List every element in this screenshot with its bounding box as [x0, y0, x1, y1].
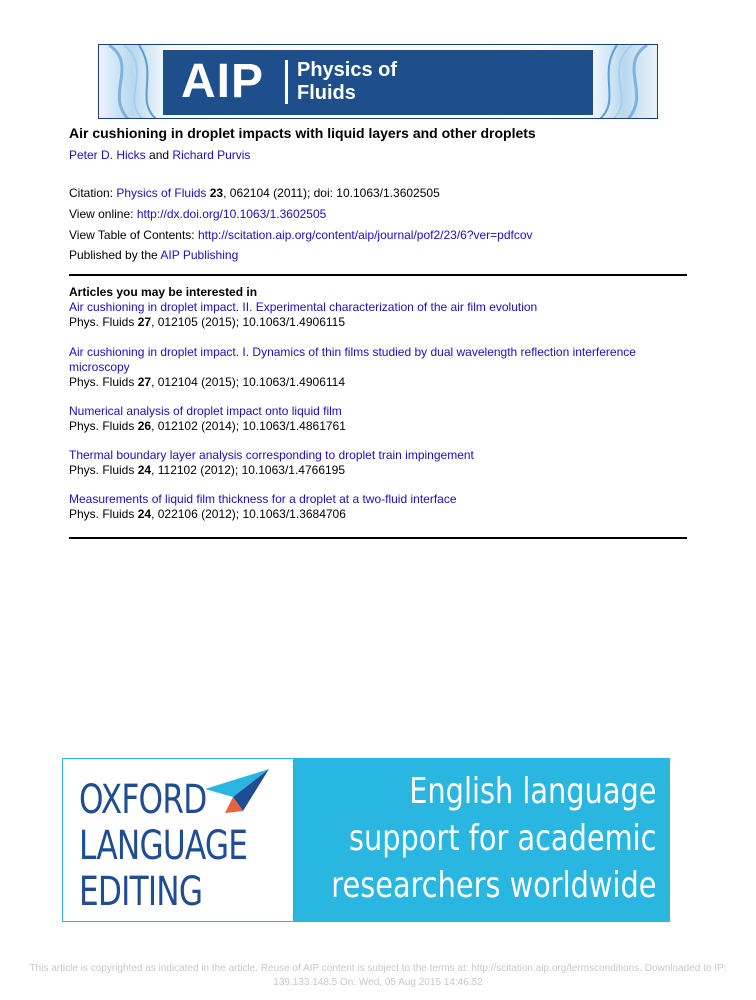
view-online-line: [69, 207, 326, 221]
journal-name-line2: Fluids: [297, 82, 356, 104]
view-online-link[interactable]: http://dx.doi.org/10.1063/1.3602505: [136, 207, 327, 221]
author-link[interactable]: Richard Purvis: [172, 148, 251, 162]
related-article-volume: 26: [137, 419, 152, 433]
ad-slogan-line3: researchers worldwide: [330, 865, 656, 906]
ad-brand-line2: LANGUAGE: [79, 823, 248, 869]
related-article-journal: Phys. Fluids: [69, 315, 135, 329]
copyright-footer: [20, 962, 736, 990]
author-list: [69, 148, 250, 162]
author-link[interactable]: Peter D. Hicks: [69, 148, 146, 162]
journal-link[interactable]: Physics of Fluids: [116, 186, 207, 200]
related-article-volume: 27: [137, 315, 152, 329]
ad-brand-line3: EDITING: [79, 869, 203, 915]
related-article-ref: , 012102 (2014); 10.1063/1.4861761: [151, 419, 346, 433]
toc-label: View Table of Contents:: [69, 228, 195, 242]
related-article-ref: , 012104 (2015); 10.1063/1.4906114: [151, 375, 346, 389]
citation-details: , 062104 (2011); doi: 10.1063/1.3602505: [223, 186, 440, 200]
related-article-volume: 24: [137, 463, 152, 477]
citation-label: Citation:: [69, 186, 114, 200]
footer-line2: 139.133.148.5 On: Wed, 05 Aug 2015 14:46:52: [273, 977, 483, 988]
published-by-line: [69, 248, 238, 262]
footer-line1: This article is copyrighted as indicated in the article. Reuse of AIP content is subject to the terms at: http://scitation.aip.org/termsconditions. Downloaded to IP:: [29, 963, 727, 974]
citation-line: [69, 186, 440, 200]
related-article: [69, 404, 669, 434]
related-article-ref: , 012105 (2015); 10.1063/1.4906115: [151, 315, 346, 329]
related-article-volume: 27: [137, 375, 152, 389]
related-article-link[interactable]: Air cushioning in droplet impact. I. Dynamics of thin films studied by dual wavelength reflection interference microscopy: [69, 345, 636, 374]
related-article-journal: Phys. Fluids: [69, 375, 135, 389]
ad-slogan-line2: support for academic: [348, 818, 656, 859]
related-articles-heading: Articles you may be interested in: [69, 285, 258, 299]
section-divider: [69, 537, 687, 539]
related-article-link[interactable]: Thermal boundary layer analysis corresponding to droplet train impingement: [69, 448, 474, 462]
aip-logo: AIP: [181, 55, 265, 108]
related-article: [69, 448, 669, 478]
toc-line: [69, 228, 533, 242]
ad-brand-panel: [62, 758, 294, 922]
related-article-ref: , 022106 (2012); 10.1063/1.3684706: [151, 507, 346, 521]
paper-plane-icon: [203, 767, 271, 817]
logo-divider: [285, 60, 288, 104]
publisher-link[interactable]: AIP Publishing: [160, 248, 239, 262]
ad-brand-line1: OXFORD: [79, 777, 207, 823]
toc-link[interactable]: http://scitation.aip.org/content/aip/journal/pof2/23/6?ver=pdfcov: [197, 228, 533, 242]
related-article: [69, 345, 669, 390]
related-article: [69, 300, 669, 330]
journal-banner[interactable]: [98, 44, 658, 119]
ad-slogan-line1: English language: [408, 771, 656, 812]
section-divider: [69, 274, 687, 276]
related-article: [69, 492, 669, 522]
related-article-volume: 24: [137, 507, 152, 521]
journal-name-line1: Physics of: [297, 59, 398, 81]
water-swirl-left-image: [99, 45, 163, 119]
citation-volume: 23: [209, 186, 224, 200]
related-article-link[interactable]: Measurements of liquid film thickness for a droplet at a two-fluid interface: [69, 492, 457, 506]
related-article-journal: Phys. Fluids: [69, 419, 135, 433]
view-online-label: View online:: [69, 207, 134, 221]
journal-name: [297, 59, 397, 105]
water-swirl-right-image: [593, 45, 657, 119]
related-article-journal: Phys. Fluids: [69, 463, 135, 477]
article-title: Air cushioning in droplet impacts with liquid layers and other droplets: [69, 125, 536, 141]
related-article-journal: Phys. Fluids: [69, 507, 135, 521]
ad-slogan: [331, 768, 656, 909]
related-article-ref: , 112102 (2012); 10.1063/1.4766195: [151, 463, 346, 477]
related-article-link[interactable]: Numerical analysis of droplet impact onto liquid film: [69, 404, 342, 418]
oxford-language-editing-ad[interactable]: [62, 758, 670, 922]
related-article-link[interactable]: Air cushioning in droplet impact. II. Experimental characterization of the air film evolution: [69, 300, 538, 314]
author-joiner: and: [149, 148, 170, 162]
published-by-label: Published by the: [69, 248, 158, 262]
